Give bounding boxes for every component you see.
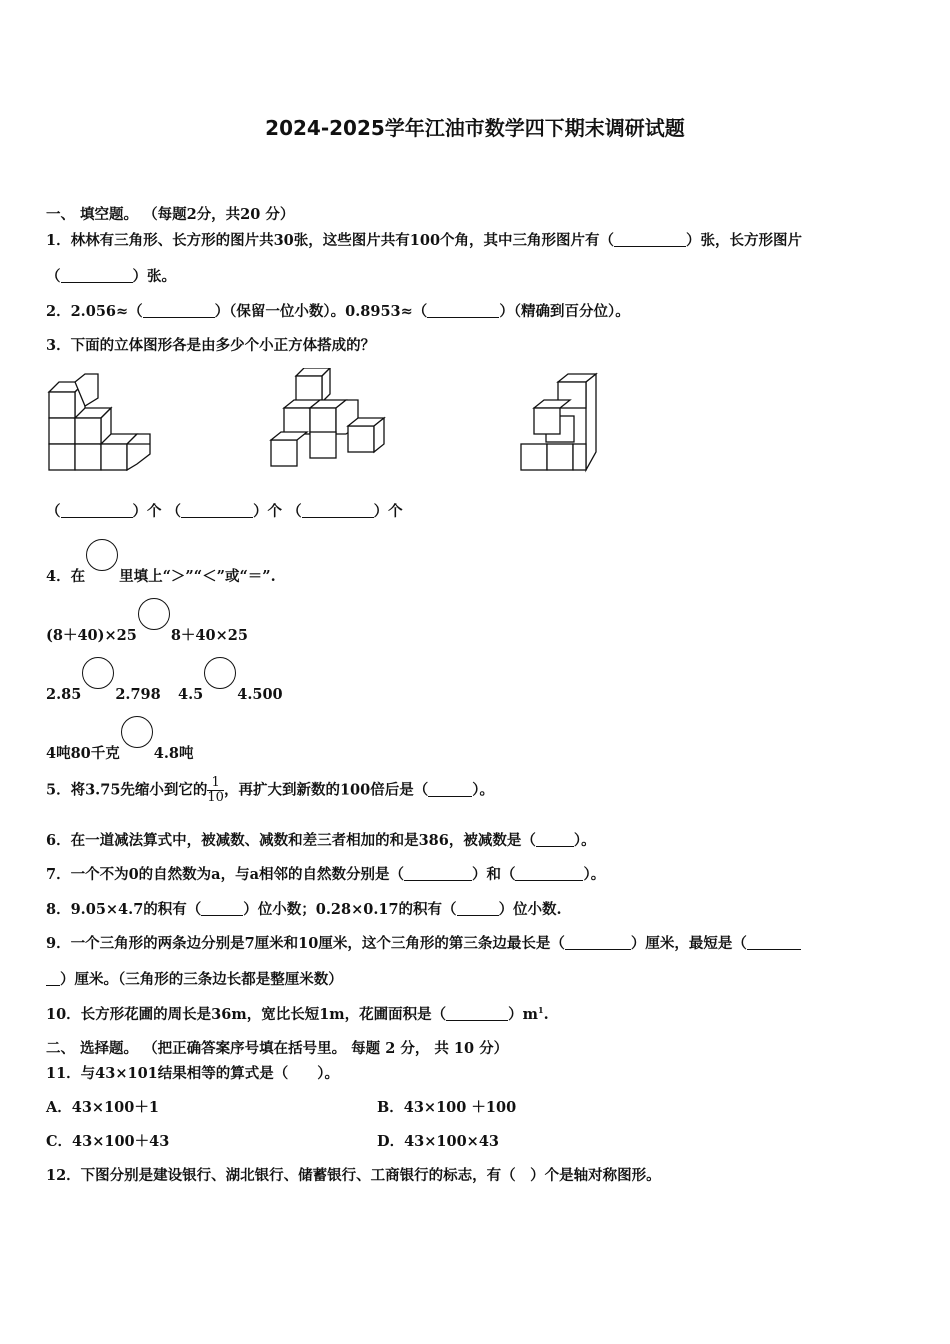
cube-figure-2 [268,368,388,474]
question-3-answers [46,500,403,521]
question-9-line-2 [46,968,343,989]
q11-option-a[interactable]: A．43×100＋1 [46,1099,159,1116]
question-6 [46,829,596,850]
q8-blank-1[interactable] [201,901,243,917]
question-2 [46,300,630,321]
section-1-heading: 一、 填空题。 （每题2分，共20 分） [46,206,295,223]
q7-blank-1[interactable] [404,866,472,882]
q4-item-3-left: 4.5 [178,686,204,703]
q4-item-2-right: 2.798 [115,686,161,703]
q1-text-a: 1．林林有三角形、长方形的图片共30张，这些图片共有100个角，其中三角形图片有（ [46,232,615,249]
q5-text-a: 5．将3.75先缩小到它的 [46,781,208,799]
q6-blank[interactable] [536,832,574,848]
q2-text-c: ）（精确到百分位）。 [499,303,630,320]
q4-item-4-right: 4.8吨 [153,745,194,762]
q9-text-b: ）厘米，最短是（ [630,935,747,952]
cube-figure-3 [518,368,602,474]
q4-text-b: 里填上“＞”“＜”或“＝”. [119,568,276,585]
q4-item-1 [46,606,248,645]
q4-item-2-circle[interactable] [82,657,114,689]
q5-text-b: ，再扩大到新数的100倍后是（ [223,781,429,799]
q3-blank-1[interactable] [61,503,133,519]
q5-blank[interactable] [428,781,472,797]
q2-blank-2[interactable] [427,303,499,319]
question-10 [46,1003,549,1024]
q1-blank-1[interactable] [614,232,686,248]
question-1-line-2 [46,265,176,286]
q10-text-b: ）m [508,1006,538,1023]
q1-blank-2[interactable] [61,268,133,284]
question-11: 11．与43×101结果相等的算式是（ ）。 [46,1065,340,1082]
question-7 [46,863,605,884]
q2-blank-1[interactable] [143,303,215,319]
q1-text-c: （ [46,268,61,285]
q9-text-a: 9．一个三角形的两条边分别是7厘米和10厘米，这个三角形的第三条边最长是（ [46,935,565,952]
q10-blank[interactable] [446,1006,508,1022]
q4-item-4-left: 4吨80千克 [46,745,120,762]
q4-item-1-circle[interactable] [138,598,170,630]
q7-text-b: ）和（ [471,866,516,883]
question-4 [46,547,276,586]
q5-text-c: ）。 [472,781,494,799]
q3-blank-3[interactable] [302,503,374,519]
q4-item-2 [46,665,161,703]
q3-answer-1: ）个 （ [132,503,182,520]
q10-text-a: 10．长方形花圃的周长是36m，宽比长短1m，花圃面积是（ [46,1006,447,1023]
q4-item-1-left: (8＋40)×25 [46,627,137,644]
q9-text-c: ）厘米。（三角形的三条边长都是整厘米数） [60,971,343,988]
q4-item-2-left: 2.85 [46,686,82,703]
q4-item-3 [178,665,283,703]
question-1-line-1 [46,229,802,250]
q10-text-c: . [543,1006,549,1023]
q6-text-a: 6．在一道减法算式中，被减数、减数和差三者相加的和是386，被减数是（ [46,832,536,849]
q9-blank-2b[interactable] [46,971,60,987]
q3-answer-2: ）个 （ [253,503,302,520]
q11-option-c[interactable]: C．43×100＋43 [46,1133,170,1150]
q4-item-3-circle[interactable] [204,657,236,689]
page-title: 2024-2025学年江油市数学四下期末调研试题 [265,116,685,140]
q4-item-4-circle[interactable] [121,716,153,748]
q7-text-a: 7．一个不为0的自然数为a，与a相邻的自然数分别是（ [46,866,404,883]
q7-blank-2[interactable] [515,866,583,882]
q6-text-b: ）。 [573,832,596,849]
q5-fraction [207,776,224,805]
q2-text-b: ）（保留一位小数）。0.8953≈（ [214,303,428,320]
q10-sup: 1 [537,1005,544,1016]
q1-text-d: ）张。 [132,268,176,285]
question-12: 12．下图分别是建设银行、湖北银行、储蓄银行、工商银行的标志，有（ ）个是轴对称图形。 [46,1167,661,1184]
q7-text-c: ）。 [583,866,606,883]
q9-blank-2a[interactable] [747,935,801,951]
section-2-heading: 二、 选择题。 （把正确答案序号填在括号里。 每题 2 分， 共 10 分） [46,1040,509,1057]
q5-frac-den: 10 [207,790,224,805]
q8-blank-2[interactable] [457,901,499,917]
q3-answer-open: （ [46,503,61,520]
q3-blank-2[interactable] [181,503,253,519]
q1-text-b: ）张，长方形图片 [686,232,803,249]
cube-figure-1 [46,368,154,474]
q8-text-b: ）位小数；0.28×0.17的积有（ [243,901,457,918]
q4-item-4 [46,724,194,763]
q11-option-d[interactable]: D．43×100×43 [377,1133,499,1150]
question-3: 3．下面的立体图形各是由多少个小正方体搭成的？ [46,337,376,354]
q3-answer-3: ）个 [373,503,403,520]
q11-option-b[interactable]: B．43×100 ＋100 [377,1099,517,1116]
compare-circle [86,539,118,571]
question-9-line-1 [46,932,801,953]
q4-item-3-right: 4.500 [237,686,283,703]
q4-item-1-right: 8＋40×25 [170,627,248,644]
q8-text-a: 8．9.05×4.7的积有（ [46,901,202,918]
question-5 [46,776,494,805]
q8-text-c: ）位小数. [498,901,562,918]
q4-text-a: 4．在 [46,568,86,585]
question-8 [46,898,562,919]
q2-text-a: 2．2.056≈（ [46,303,143,320]
q5-frac-num: 1 [211,775,220,790]
q9-blank-1[interactable] [565,935,631,951]
